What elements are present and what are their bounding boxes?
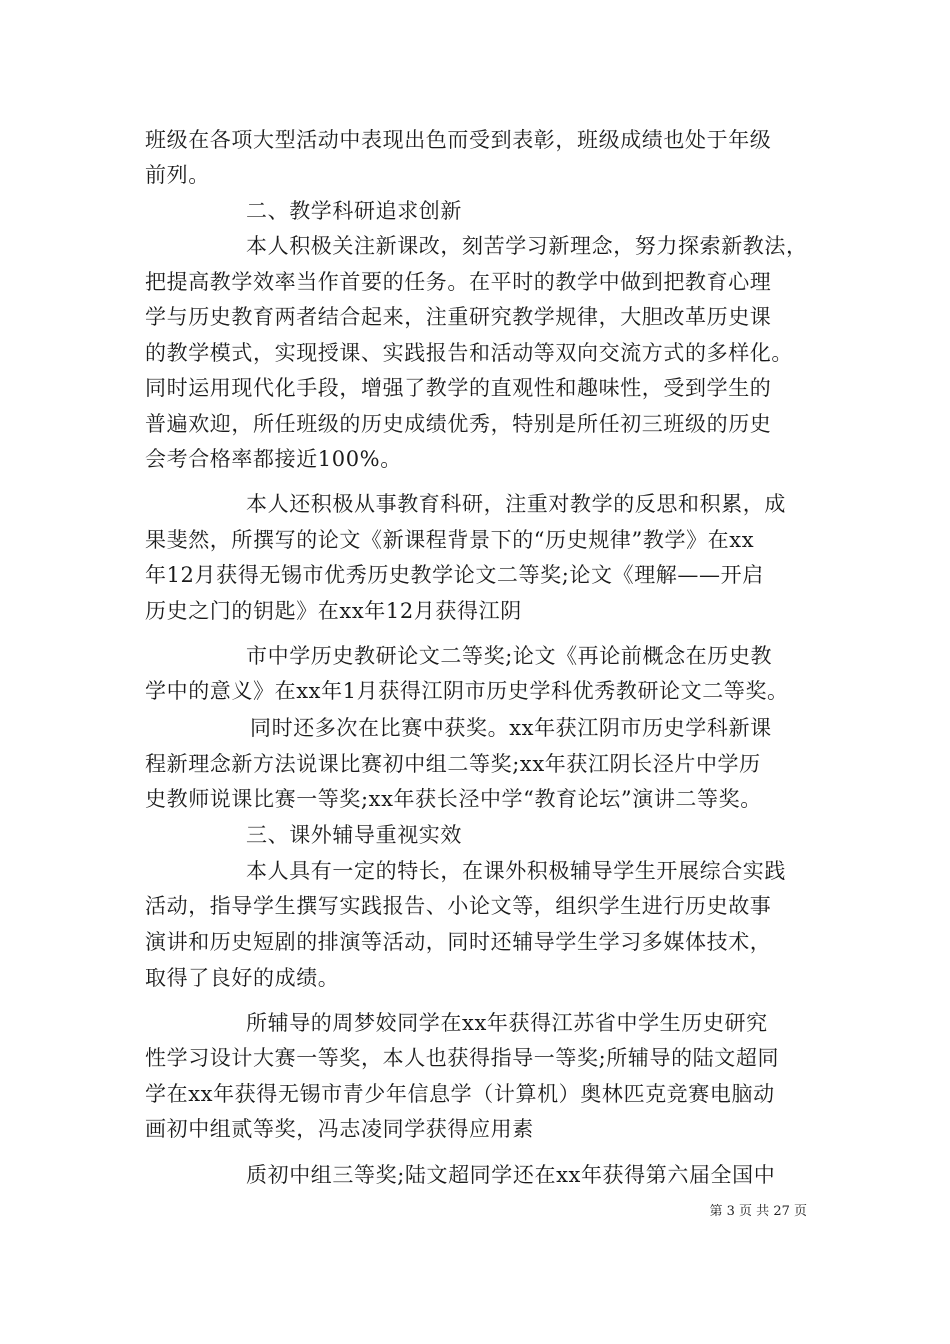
text-line-7: 的教学模式，实现授课、实践报告和活动等双向交流方式的多样化。	[145, 341, 793, 365]
text-line-18: 程新理念新方法说课比赛初中组二等奖;xx年获江阴长泾片中学历	[145, 752, 761, 776]
text-line-12: 果斐然，所撰写的论文《新课程背景下的“历史规律”教学》在xx	[145, 528, 755, 552]
text-line-24: 取得了良好的成绩。	[145, 966, 340, 990]
text-line-2: 前列。	[145, 163, 210, 187]
text-line-19: 史教师说课比赛一等奖;xx年获长泾中学“教育论坛”演讲二等奖。	[145, 787, 762, 811]
text-line-22: 活动，指导学生撰写实践报告、小论文等，组织学生进行历史故事	[145, 894, 772, 918]
text-line-29: 质初中组三等奖;陆文超同学还在xx年获得第六届全国中	[246, 1163, 776, 1187]
text-line-13: 年12月获得无锡市优秀历史教学论文二等奖;论文《理解——开启	[145, 563, 764, 587]
text-line-4: 本人积极关注新课改，刻苦学习新理念，努力探索新教法，	[246, 234, 808, 258]
section-heading-2: 二、教学科研追求创新	[246, 199, 462, 223]
text-line-26: 性学习设计大赛一等奖，本人也获得指导一等奖;所辅导的陆文超同	[145, 1046, 780, 1070]
text-line-1: 班级在各项大型活动中表现出色而受到表彰，班级成绩也处于年级	[145, 128, 772, 152]
section-heading-3: 三、课外辅导重视实效	[246, 823, 462, 847]
text-line-9: 普遍欢迎，所任班级的历史成绩优秀，特别是所任初三班级的历史	[145, 412, 772, 436]
text-line-25: 所辅导的周梦姣同学在xx年获得江苏省中学生历史研究	[246, 1011, 768, 1035]
text-line-10: 会考合格率都接近100%。	[145, 447, 402, 471]
text-line-17: 同时还多次在比赛中获奖。xx年获江阴市历史学科新课	[250, 716, 772, 740]
text-line-16: 学中的意义》在xx年1月获得江阴市历史学科优秀教研论文二等奖。	[145, 679, 789, 703]
text-line-23: 演讲和历史短剧的排演等活动，同时还辅导学生学习多媒体技术，	[145, 930, 772, 954]
text-line-21: 本人具有一定的特长，在课外积极辅导学生开展综合实践	[246, 859, 786, 883]
text-line-14: 历史之门的钥匙》在xx年12月获得江阴	[145, 599, 522, 623]
text-line-28: 画初中组贰等奖，冯志凌同学获得应用素	[145, 1117, 534, 1141]
text-line-11: 本人还积极从事教育科研，注重对教学的反思和积累，成	[246, 492, 786, 516]
text-line-6: 学与历史教育两者结合起来，注重研究教学规律，大胆改革历史课	[145, 305, 772, 329]
text-line-15: 市中学历史教研论文二等奖;论文《再论前概念在历史教	[246, 644, 773, 668]
page-number: 第 3 页 共 27 页	[709, 1204, 807, 1219]
text-line-5: 把提高教学效率当作首要的任务。在平时的教学中做到把教育心理	[145, 270, 772, 294]
text-line-8: 同时运用现代化手段，增强了教学的直观性和趣味性，受到学生的	[145, 376, 772, 400]
text-line-27: 学在xx年获得无锡市青少年信息学（计算机）奥林匹克竞赛电脑动	[145, 1082, 775, 1106]
